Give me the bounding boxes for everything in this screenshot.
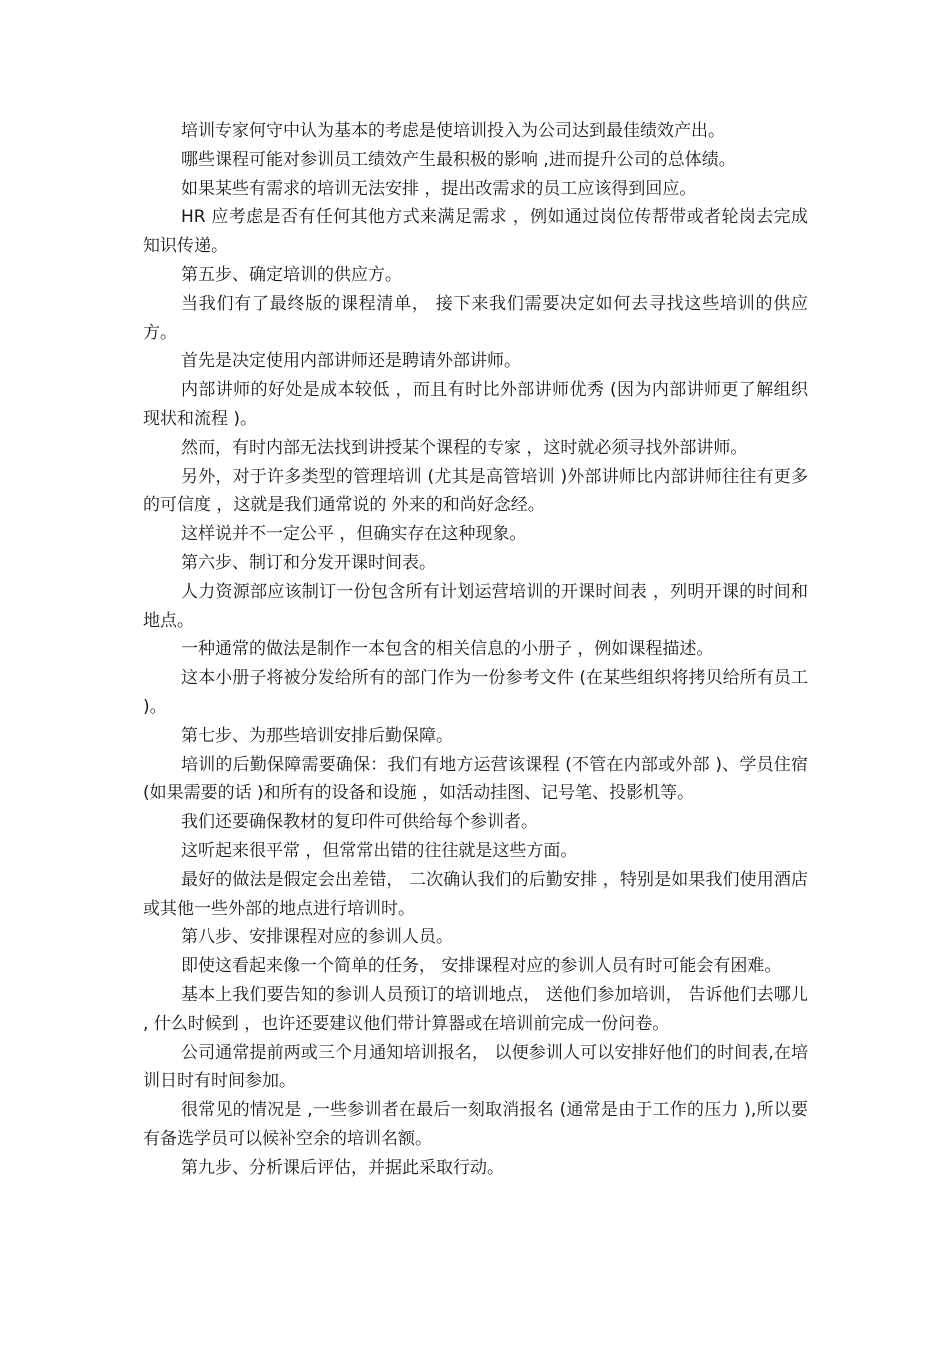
body-text (143, 117, 808, 1182)
paragraph: HR 应考虑是否有任何其他方式来满足需求 ，例如通过岗位传帮带或者轮岗去完成知识传递。 (143, 207, 808, 257)
paragraph: 这听起来很平常 ，但常常出错的往往就是这些方面。 (181, 840, 578, 861)
paragraph: 首先是决定使用内部讲师还是聘请外部讲师。 (181, 351, 521, 372)
paragraph: 内部讲师的好处是成本较低 ，而且有时比外部讲师优秀 (因为内部讲师更了解组织现状和流程 )。 (143, 380, 808, 429)
paragraph: 这本小册子将被分发给所有的部门作为一份参考文件 (在某些组织将拷贝给所有员工 )。 (143, 668, 808, 717)
paragraph: 基本上我们要告知的参训人员预订的培训地点， 送他们参加培训， 告诉他们去哪儿 , 什么时候到 ，也许还要建议他们带计算器或在培训前完成一份问卷。 (143, 984, 808, 1034)
paragraph: 一种通常的做法是制作一本包含的相关信息的小册子 ，例如课程描述。 (181, 639, 714, 660)
step-heading: 第八步、安排课程对应的参训人员。 (181, 927, 453, 948)
step-heading: 第六步、制订和分发开课时间表。 (181, 552, 436, 573)
paragraph: 很常见的情况是 ,一些参训者在最后一刻取消报名 (通常是由于工作的压力 ),所以要有备选学员可以候补空余的培训名额。 (143, 1100, 808, 1149)
paragraph: 当我们有了最终版的课程清单， 接下来我们需要决定如何去寻找这些培训的供应方。 (143, 293, 808, 343)
paragraph: 如果某些有需求的培训无法安排 ，提出改需求的员工应该得到回应。 (181, 178, 697, 199)
paragraph: 即使这看起来像一个简单的任务， 安排课程对应的参训人员有时可能会有困难。 (181, 956, 782, 977)
paragraph: 另外，对于许多类型的管理培训 (尤其是高管培训 )外部讲师比内部讲师往往有更多的可信度 ，这就是我们通常说的 外来的和尚好念经。 (143, 466, 808, 516)
paragraph: 哪些课程可能对参训员工绩效产生最积极的影响 ,进而提升公司的总体绩。 (181, 149, 736, 170)
paragraph: 然而，有时内部无法找到讲授某个课程的专家 ，这时就必须寻找外部讲师。 (181, 437, 748, 458)
step-heading: 第七步、为那些培训安排后勤保障。 (181, 725, 453, 746)
paragraph: 培训的后勤保障需要确保：我们有地方运营该课程 (不管在内部或外部 )、学员住宿 (如果需要的话 )和所有的设备和设施 ，如活动挂图、记号笔、投影机等。 (143, 754, 808, 804)
step-heading: 第五步、确定培训的供应方。 (181, 264, 402, 285)
paragraph: 人力资源部应该制订一份包含所有计划运营培训的开课时间表 ，列明开课的时间和地点。 (143, 581, 808, 631)
step-heading: 第九步、分析课后评估，并据此采取行动。 (181, 1157, 504, 1178)
paragraph: 公司通常提前两或三个月通知培训报名， 以便参训人可以安排好他们的时间表,在培训日时有时间参加。 (143, 1042, 808, 1092)
paragraph: 最好的做法是假定会出差错， 二次确认我们的后勤安排 ，特别是如果我们使用酒店或其他一些外部的地点进行培训时。 (143, 869, 808, 919)
paragraph: 这样说并不一定公平 ，但确实存在这种现象。 (181, 524, 527, 545)
paragraph: 我们还要确保教材的复印件可供给每个参训者。 (181, 812, 538, 833)
paragraph: 培训专家何守中认为基本的考虑是使培训投入为公司达到最佳绩效产出。 (181, 121, 725, 141)
